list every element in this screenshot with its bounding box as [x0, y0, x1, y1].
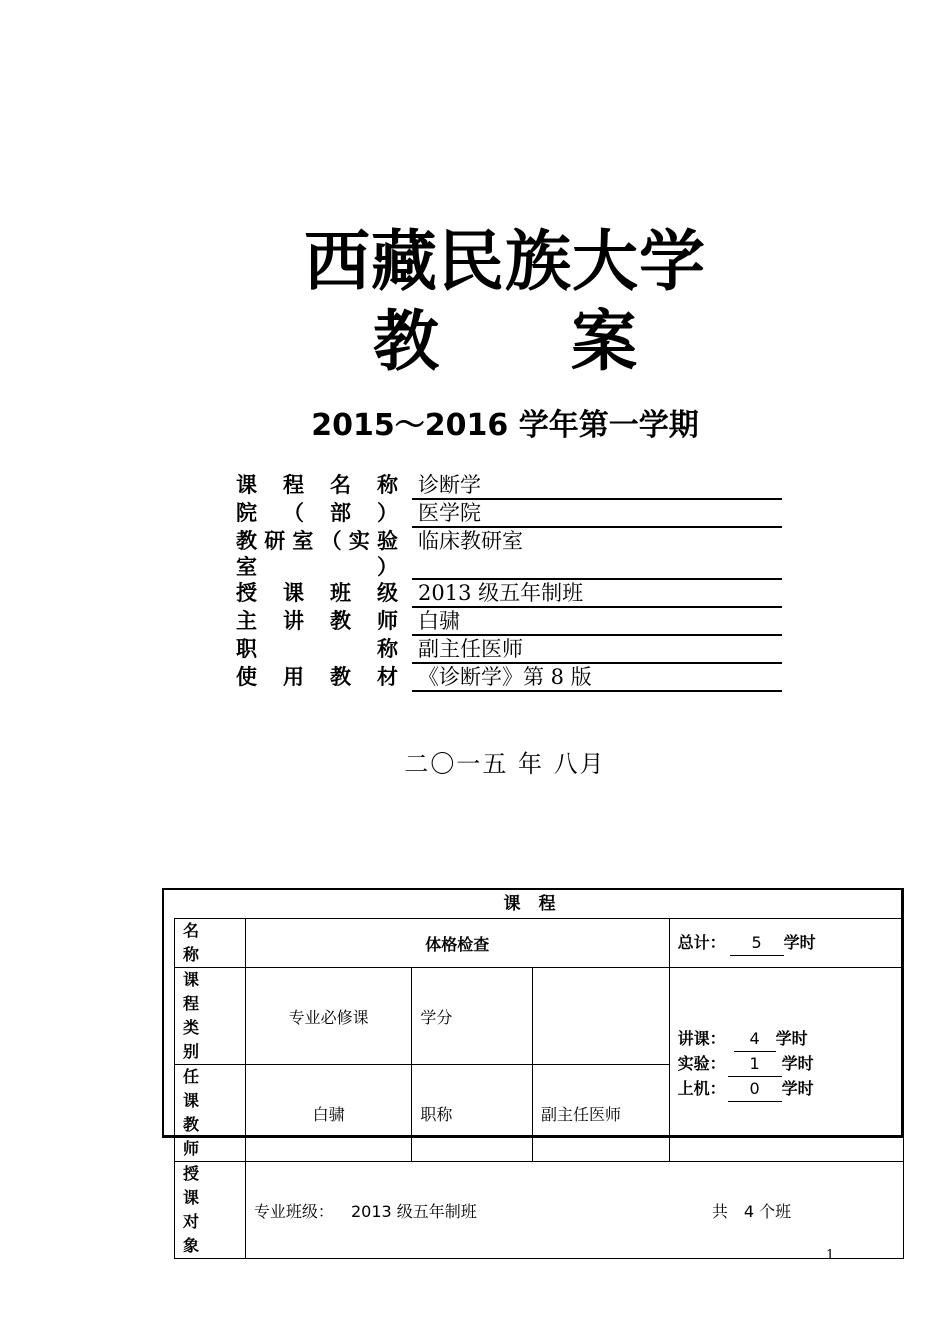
name-label: 名 称 — [175, 919, 246, 968]
info-value: 医学院 — [412, 500, 782, 528]
total-hours-cell — [669, 919, 903, 968]
title-label: 职称 — [412, 1065, 533, 1162]
info-label-line2 — [236, 554, 400, 580]
info-row-department — [236, 500, 782, 528]
target-prefix: 专业班级： — [253, 1201, 334, 1221]
info-label-line1: 教研室（实验 — [236, 529, 400, 553]
hour-unit: 学时 — [781, 1054, 814, 1073]
total-label: 总计： — [677, 932, 726, 952]
lecture-hours: 4 — [734, 1027, 776, 1052]
total-hours: 5 — [730, 931, 784, 956]
hours-breakdown-cell — [669, 968, 903, 1162]
info-label: 课程名称 — [236, 473, 400, 497]
target-label: 授 课 对 象 — [175, 1162, 246, 1259]
info-value: 白骕 — [412, 608, 782, 636]
course-table — [174, 918, 904, 1259]
computer-hours-line — [678, 1077, 895, 1102]
credit-label: 学分 — [412, 968, 533, 1065]
table-row — [175, 1162, 904, 1259]
info-value: 临床教研室 — [412, 528, 782, 580]
teacher-label: 任 课 教 师 — [175, 1065, 246, 1162]
class-count: 共 4 个班 — [711, 1201, 792, 1221]
lab-label: 实验： — [677, 1054, 726, 1073]
table-row — [175, 919, 904, 968]
course-info-block — [236, 472, 782, 692]
info-label — [236, 528, 400, 580]
computer-label: 上机： — [677, 1079, 726, 1098]
category-value: 专业必修课 — [245, 968, 411, 1065]
info-label-line2-start: 室 — [236, 555, 259, 579]
teacher-value: 白骕 — [245, 1065, 411, 1162]
target-class: 2013 级五年制班 — [350, 1201, 477, 1221]
target-cell — [245, 1162, 903, 1259]
course-name: 体格检查 — [245, 919, 669, 968]
info-label-line2-end: ） — [377, 555, 400, 579]
document-date: 二〇一五 年 八月 — [404, 750, 606, 778]
info-row-section — [236, 528, 782, 580]
info-value: 诊断学 — [412, 472, 782, 500]
info-label: 院（部） — [236, 501, 400, 525]
course-heading: 课 程 — [503, 894, 562, 914]
info-label: 主讲教师 — [236, 609, 400, 633]
page-number: 1 — [826, 1248, 835, 1263]
document-type: 教 案 — [373, 303, 637, 380]
hour-unit: 学时 — [783, 932, 816, 952]
info-row-course-name — [236, 472, 782, 500]
academic-term: 2015～2016 学年第一学期 — [311, 408, 699, 443]
computer-hours: 0 — [728, 1077, 782, 1102]
info-value: 2013 级五年制班 — [412, 580, 782, 608]
info-row-title — [236, 636, 782, 664]
university-title: 西藏民族大学 — [304, 223, 706, 300]
info-label: 授课班级 — [236, 581, 400, 605]
lab-hours: 1 — [728, 1052, 782, 1077]
table-row — [175, 968, 904, 1065]
lecture-label: 讲课： — [677, 1029, 726, 1048]
course-table-box — [162, 888, 904, 1255]
info-value: 副主任医师 — [412, 636, 782, 664]
info-value: 《诊断学》第 8 版 — [412, 664, 782, 692]
hour-unit: 学时 — [781, 1079, 814, 1098]
credit-value — [532, 968, 669, 1065]
info-row-textbook — [236, 664, 782, 692]
info-row-class — [236, 580, 782, 608]
info-label: 职称 — [236, 637, 400, 661]
title-value: 副主任医师 — [532, 1065, 669, 1162]
info-row-lecturer — [236, 608, 782, 636]
category-label: 课 程 类 别 — [175, 968, 246, 1065]
lecture-hours-line — [678, 1027, 895, 1052]
info-label: 使用教材 — [236, 665, 400, 689]
hour-unit: 学时 — [775, 1029, 808, 1048]
lab-hours-line — [678, 1052, 895, 1077]
